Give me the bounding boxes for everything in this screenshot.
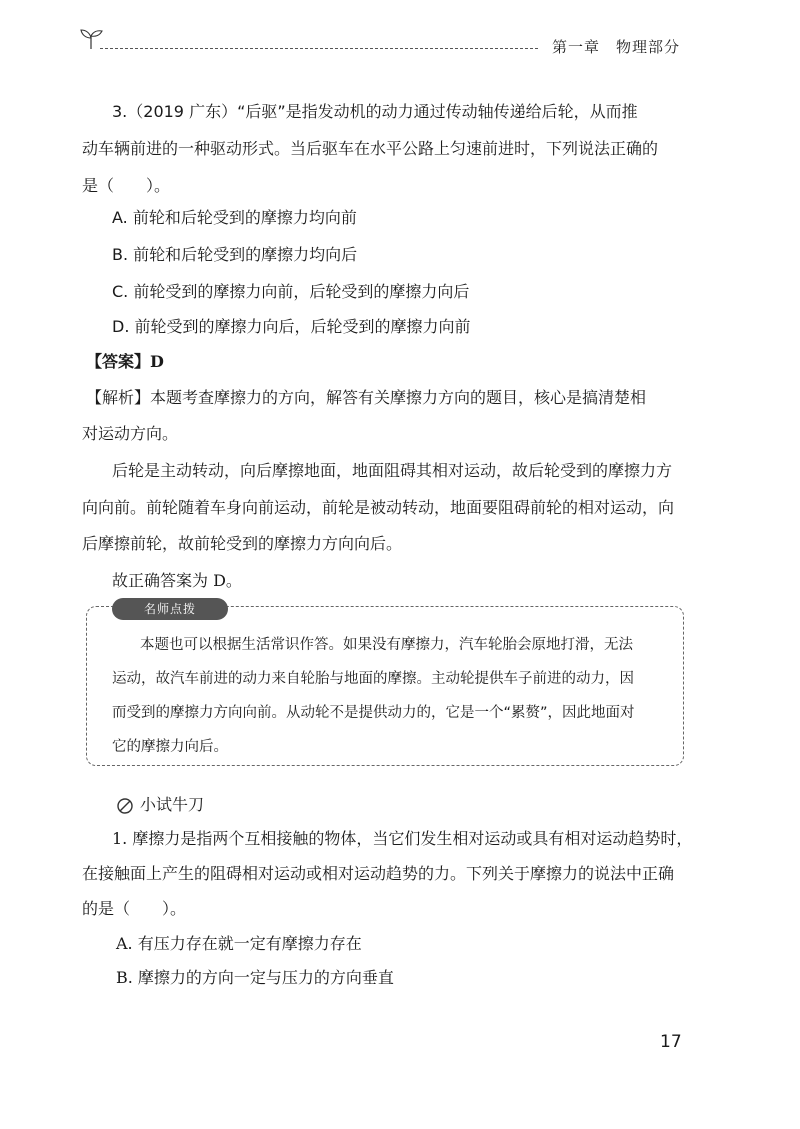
option-d: D. 前轮受到的摩擦力向后，后轮受到的摩擦力向前 — [112, 317, 471, 336]
analysis-line-3: 后轮是主动转动，向后摩擦地面，地面阻碍其相对运动，故后轮受到的摩擦力方 — [112, 461, 673, 480]
answer-label: 【答案】D — [86, 352, 164, 371]
tip-line-3: 而受到的摩擦力方向向前。从动轮不是提供动力的，它是一个“累赘”，因此地面对 — [112, 705, 635, 721]
chapter-title: 第一章 物理部分 — [551, 38, 680, 56]
practice-q1-line-3: 的是（ ）。 — [82, 899, 187, 918]
practice-option-b: B. 摩擦力的方向一定与压力的方向垂直 — [116, 968, 394, 987]
question-3-line-2: 动车辆前进的一种驱动形式。当后驱车在水平公路上匀速前进时，下列说法正确的 — [82, 139, 659, 158]
tip-line-2: 运动，故汽车前进的动力来自轮胎与地面的摩擦。主动轮提供车子前进的动力，因 — [112, 671, 634, 687]
header-rule — [100, 48, 538, 49]
page-number: 17 — [660, 1032, 682, 1052]
analysis-line-2: 对运动方向。 — [82, 424, 179, 443]
practice-option-a: A. 有压力存在就一定有摩擦力存在 — [116, 934, 362, 953]
analysis-line-6: 故正确答案为 D。 — [112, 571, 242, 590]
analysis-line-1: 【解析】本题考查摩擦力的方向，解答有关摩擦力方向的题目，核心是搞清楚相 — [86, 388, 647, 407]
slash-circle-icon — [116, 797, 134, 815]
practice-q1-line-2: 在接触面上产生的阻碍相对运动或相对运动趋势的力。下列关于摩擦力的说法中正确 — [82, 864, 675, 883]
running-header — [78, 28, 688, 58]
option-c: C. 前轮受到的摩擦力向前，后轮受到的摩擦力向后 — [112, 282, 470, 301]
practice-title: 小试牛刀 — [140, 795, 205, 814]
tip-line-4: 它的摩擦力向后。 — [112, 739, 228, 755]
question-3-line-1: 3.（2019 广东）“后驱”是指发动机的动力通过传动轴传递给后轮，从而推 — [112, 102, 638, 121]
tip-badge: 名师点拨 — [112, 598, 228, 620]
question-3-line-3: 是（ ）。 — [82, 176, 171, 195]
practice-q1-line-1: 1. 摩擦力是指两个互相接触的物体，当它们发生相对运动或具有相对运动趋势时， — [112, 829, 693, 848]
tip-line-1: 本题也可以根据生活常识作答。如果没有摩擦力，汽车轮胎会原地打滑，无法 — [140, 637, 633, 653]
analysis-line-5: 后摩擦前轮，故前轮受到的摩擦力方向向后。 — [82, 534, 403, 553]
analysis-line-4: 向向前。前轮随着车身向前运动，前轮是被动转动，地面要阻碍前轮的相对运动，向 — [82, 498, 675, 517]
option-a: A. 前轮和后轮受到的摩擦力均向前 — [112, 208, 357, 227]
option-b: B. 前轮和后轮受到的摩擦力均向后 — [112, 245, 358, 264]
sprout-icon — [78, 28, 104, 50]
